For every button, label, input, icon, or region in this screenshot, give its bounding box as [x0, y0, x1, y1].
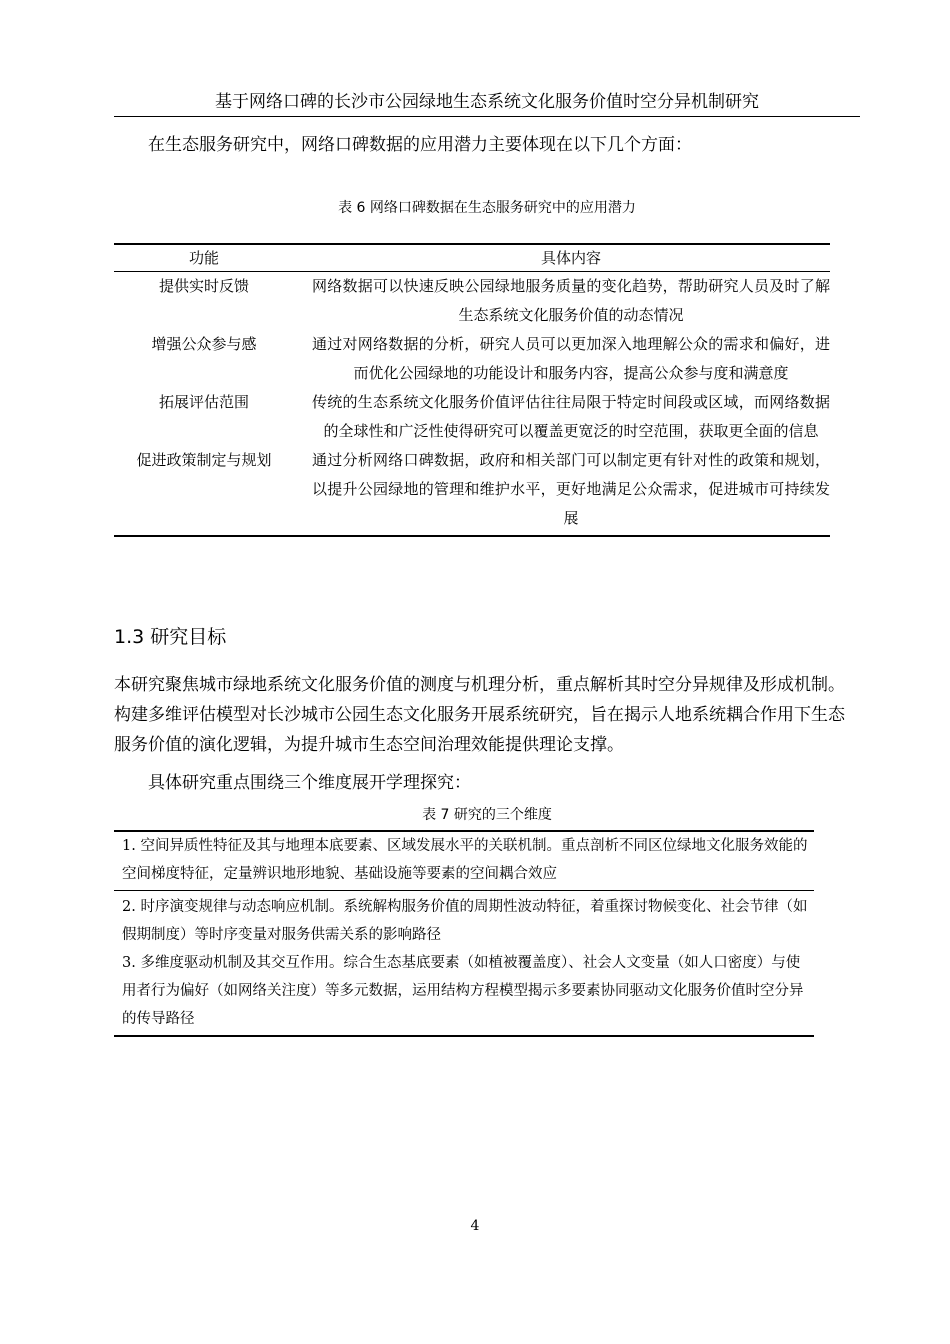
table-row [114, 891, 814, 950]
table-row [114, 831, 814, 891]
table6-header-content: 具体内容 [540, 249, 601, 267]
table6-function-cell: 拓展评估范围 [158, 393, 249, 411]
table6-header-row [114, 244, 830, 272]
page-number: 4 [470, 1218, 480, 1234]
running-header-title: 基于网络口碑的长沙市公园绿地生态系统文化服务价值时空分异机制研究 [215, 92, 759, 112]
table6-content-cell: 传统的生态系统文化服务价值评估往往局限于特定时间段或区域，而网络数据的全球性和广泛性使得研究可以覆盖更宽泛的时空范围，获取更全面的信息 [312, 393, 830, 440]
table6 [114, 243, 830, 537]
table6-function-cell: 增强公众参与感 [151, 335, 257, 353]
table7-cell: 3. 多维度驱动机制及其交互作用。综合生态基底要素（如植被覆盖度）、社会人文变量（如人口密度）与使用者行为偏好（如网络关注度）等多元数据，运用结构方程模型揭示多要素协同驱动文化服务价值时空分异的传导路径 [114, 949, 814, 1036]
table-row [114, 272, 830, 331]
table6-content-cell: 通过对网络数据的分析，研究人员可以更加深入地理解公众的需求和偏好，进而优化公园绿地的功能设计和服务内容，提高公众参与度和满意度 [312, 335, 830, 382]
table6-header-function: 功能 [188, 249, 219, 267]
table7 [114, 830, 814, 1037]
section-title: 1.3 研究目标 [114, 626, 227, 648]
table6-content-cell: 网络数据可以快速反映公园绿地服务质量的变化趋势，帮助研究人员及时了解生态系统文化服务价值的动态情况 [312, 277, 830, 324]
table-row [114, 330, 830, 388]
table6-content-cell: 通过分析网络口碑数据，政府和相关部门可以制定更有针对性的政策和规划，以提升公园绿地的管理和维护水平，更好地满足公众需求，促进城市可持续发展 [312, 451, 830, 527]
section-paragraph-1: 本研究聚焦城市绿地系统文化服务价值的测度与机理分析，重点解析其时空分异规律及形成机制。构建多维评估模型对长沙城市公园生态文化服务开展系统研究，旨在揭示人地系统耦合作用下生态服务价值的演化逻辑，为提升城市生态空间治理效能提供理论支撑。 [114, 675, 845, 755]
table-row [114, 388, 830, 446]
section-paragraph-2: 具体研究重点围绕三个维度展开学理探究： [148, 773, 471, 793]
table-row [114, 949, 814, 1036]
table-row [114, 446, 830, 536]
table7-caption: 表 7 研究的三个维度 [422, 807, 552, 823]
table7-cell: 2. 时序演变规律与动态响应机制。系统解构服务价值的周期性波动特征，着重探讨物候变化、社会节律（如假期制度）等时序变量对服务供需关系的影响路径 [122, 899, 808, 943]
table6-function-cell: 提供实时反馈 [158, 277, 249, 295]
running-header [114, 90, 860, 117]
intro-paragraph: 在生态服务研究中，网络口碑数据的应用潜力主要体现在以下几个方面： [148, 135, 692, 155]
table7-cell: 1. 空间异质性特征及其与地理本底要素、区域发展水平的关联机制。重点剖析不同区位绿地文化服务效能的空间梯度特征，定量辨识地形地貌、基础设施等要素的空间耦合效应 [114, 831, 814, 891]
table6-function-cell: 促进政策制定与规划 [136, 451, 272, 469]
table6-caption: 表 6 网络口碑数据在生态服务研究中的应用潜力 [338, 200, 636, 216]
